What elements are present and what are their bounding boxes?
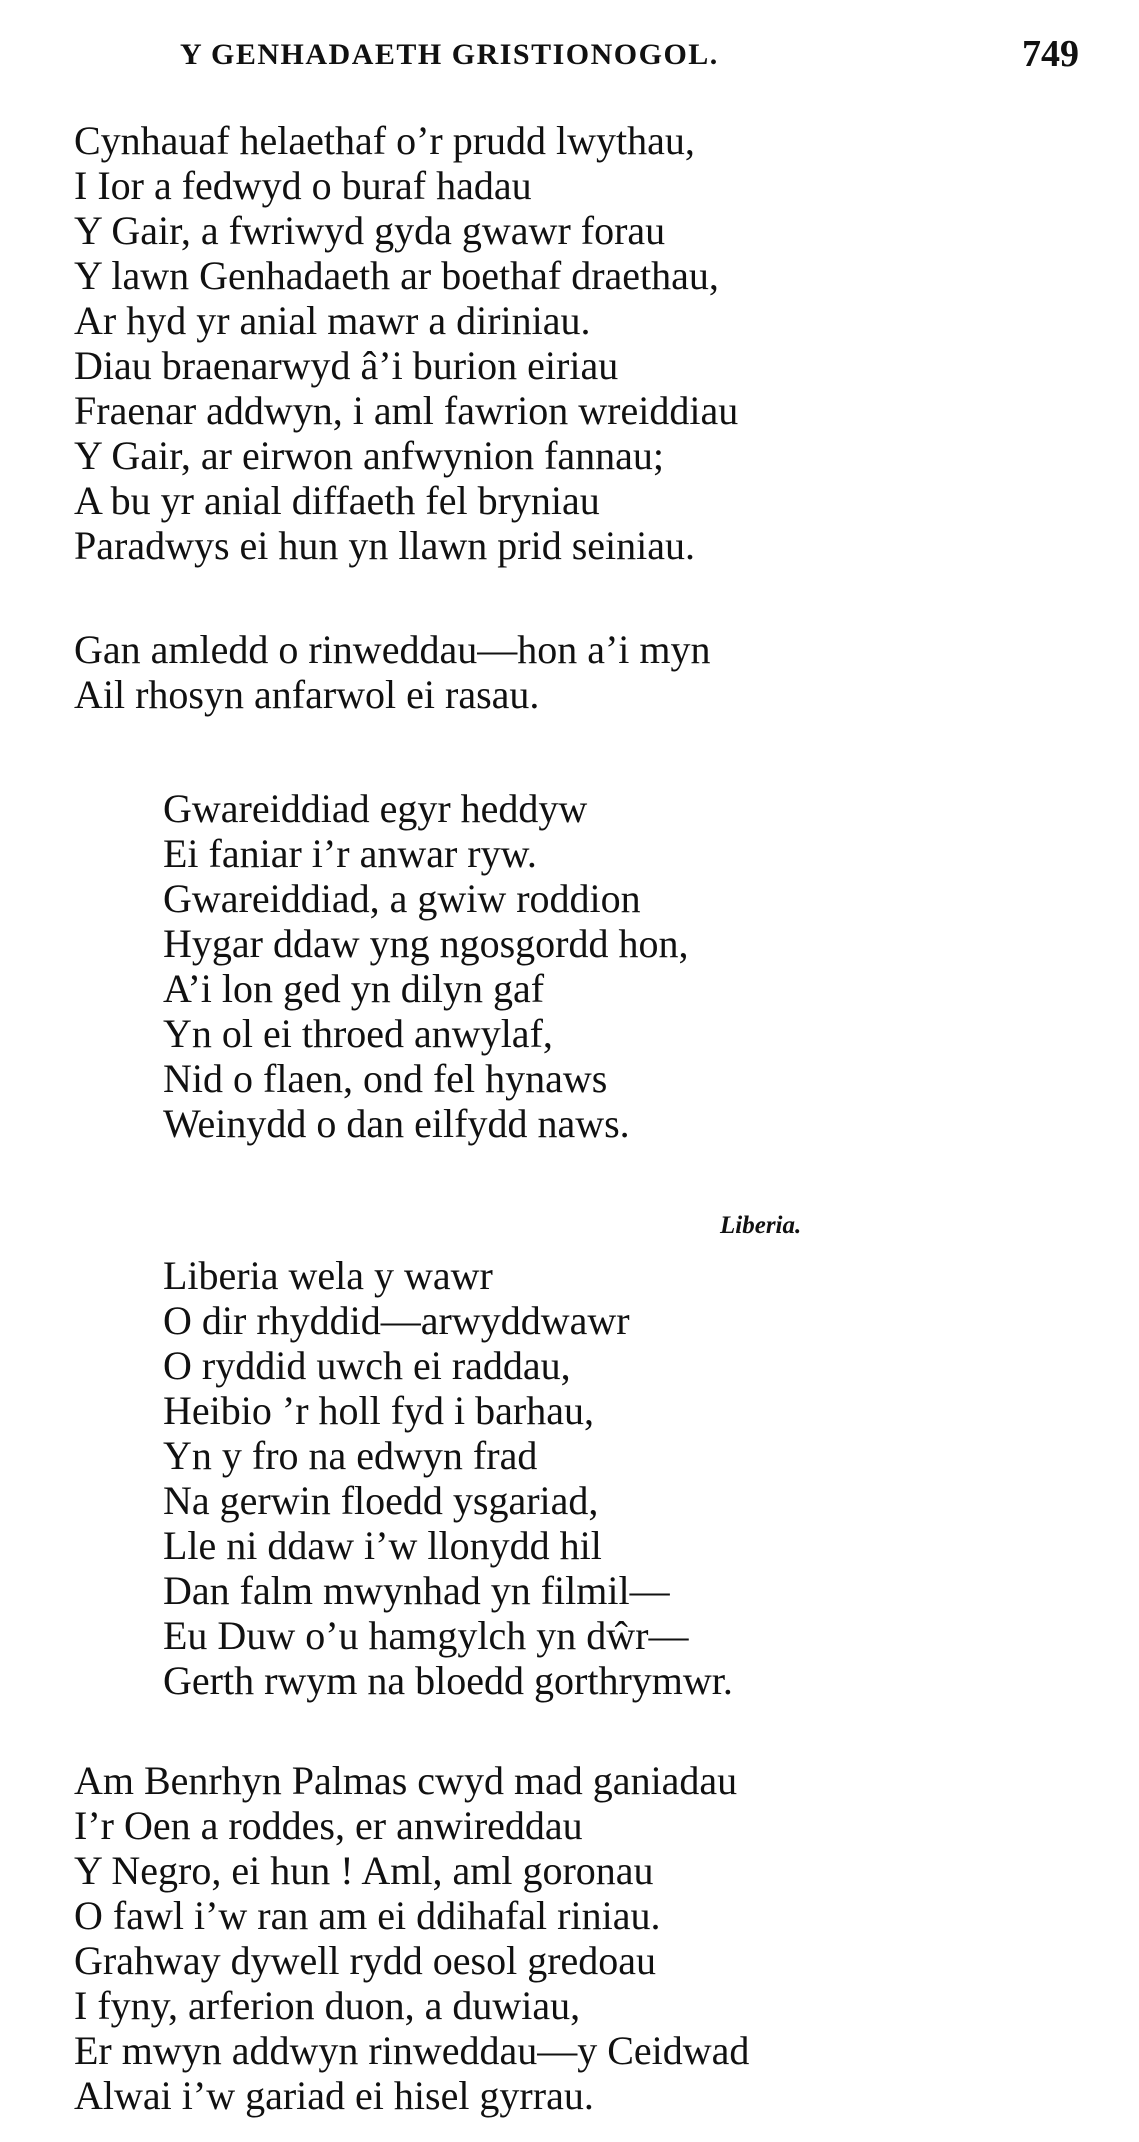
verse-line: Y Gair, ar eirwon anfwynion fannau;: [74, 433, 665, 478]
stanza-5: [74, 1758, 749, 2118]
verse-line: Ar hyd yr anial mawr a diriniau.: [74, 298, 591, 343]
verse-line: Gerth rwym na bloedd gorthrymwr.: [163, 1658, 733, 1703]
verse-line: Dan falm mwynhad yn filmil—: [163, 1568, 670, 1613]
verse-line: Hygar ddaw yng ngosgordd hon,: [163, 921, 689, 966]
stanza-1: [74, 118, 738, 568]
verse-line: Cynhauaf helaethaf o’r prudd lwythau,: [74, 118, 695, 163]
verse-line: Yn y fro na edwyn frad: [163, 1433, 538, 1478]
verse-line: Er mwyn addwyn rinweddau—y Ceidwad: [74, 2028, 750, 2073]
verse-line: Y Negro, ei hun ! Aml, aml goronau: [74, 1848, 654, 1893]
stanza-3: [163, 786, 689, 1146]
verse-line: Y Gair, a fwriwyd gyda gwawr forau: [74, 208, 666, 253]
verse-line: I fyny, arferion duon, a duwiau,: [74, 1983, 581, 2028]
verse-line: Ail rhosyn anfarwol ei rasau.: [74, 672, 540, 717]
verse-line: Na gerwin floedd ysgariad,: [163, 1478, 599, 1523]
verse-line: Heibio ’r holl fyd i barhau,: [163, 1388, 594, 1433]
stanza-4: [163, 1253, 733, 1703]
verse-line: Gwareiddiad egyr heddyw: [163, 786, 588, 831]
verse-line: Paradwys ei hun yn llawn prid seiniau.: [74, 523, 695, 568]
verse-line: O ryddid uwch ei raddau,: [163, 1343, 571, 1388]
verse-line: Weinydd o dan eilfydd naws.: [163, 1101, 630, 1146]
verse-line: Liberia wela y wawr: [163, 1253, 493, 1298]
verse-line: Diau braenarwyd â’i burion eiriau: [74, 343, 619, 388]
running-title: Y GENHADAETH GRISTIONOGOL.: [180, 38, 719, 71]
verse-line: I Ior a fedwyd o buraf hadau: [74, 163, 532, 208]
verse-line: Nid o flaen, ond fel hynaws: [163, 1056, 608, 1101]
verse-line: Grahway dywell rydd oesol gredoau: [74, 1938, 657, 1983]
verse-line: A bu yr anial diffaeth fel bryniau: [74, 478, 600, 523]
verse-line: O fawl i’w ran am ei ddihafal riniau.: [74, 1893, 661, 1938]
verse-line: Lle ni ddaw i’w llonydd hil: [163, 1523, 602, 1568]
verse-line: Gan amledd o rinweddau—hon a’i myn: [74, 627, 711, 672]
verse-line: Y lawn Genhadaeth ar boethaf draethau,: [74, 253, 719, 298]
verse-line: O dir rhyddid—arwyddwawr: [163, 1298, 630, 1343]
running-head: [0, 34, 1139, 74]
verse-line: A’i lon ged yn dilyn gaf: [163, 966, 545, 1011]
verse-line: Am Benrhyn Palmas cwyd mad ganiadau: [74, 1758, 738, 1803]
verse-line: Eu Duw o’u hamgylch yn dŵr—: [163, 1613, 689, 1658]
stanza-2: [74, 627, 711, 717]
verse-line: Alwai i’w gariad ei hisel gyrrau.: [74, 2073, 594, 2118]
verse-line: Ei faniar i’r anwar ryw.: [163, 831, 537, 876]
section-label: Liberia.: [720, 1212, 802, 1239]
verse-line: Fraenar addwyn, i aml fawrion wreiddiau: [74, 388, 739, 433]
verse-line: Gwareiddiad, a gwiw roddion: [163, 876, 641, 921]
verse-line: I’r Oen a roddes, er anwireddau: [74, 1803, 583, 1848]
page-number: 749: [1022, 33, 1079, 75]
verse-line: Yn ol ei throed anwylaf,: [163, 1011, 553, 1056]
